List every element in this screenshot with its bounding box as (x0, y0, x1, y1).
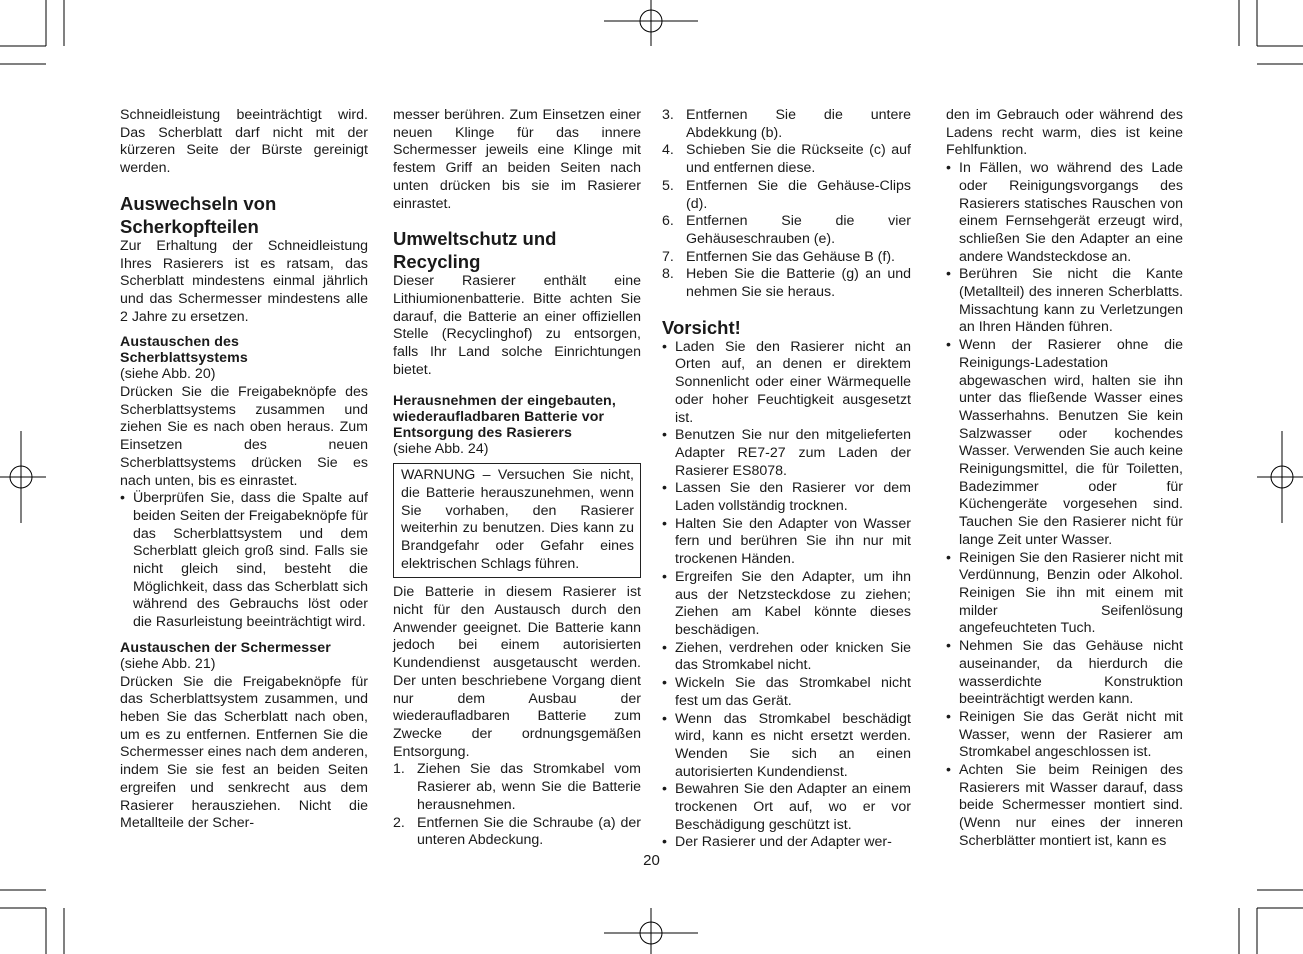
col1-body: Zur Erhaltung der Schneidleistung Ihres Rasierers ist es ratsam, das Scherblatt mindestens einmal jährlich und das Schermesser mindestens alle 2 Jahre zu ersetzen. (120, 237, 368, 325)
column-1 (120, 107, 368, 833)
step-item (393, 815, 641, 850)
subheading-schermesser: Austauschen der Schermesser (120, 639, 331, 656)
col3-steps (662, 107, 911, 302)
list-item: • Laden Sie den Rasierer nicht an Orten auf, an denen er direktem Sonnenlicht oder einer Wärmequelle oder hoher Feuchtigkeit ausgesetzt ist. (662, 339, 911, 428)
list-item: • Reinigen Sie den Rasierer nicht mit Verdünnung, Benzin oder Alkohol. Reinigen Sie ihn mit einem mit milder Seifenlösung angefeuchteten Tuch. (946, 550, 1183, 639)
heading-vorsicht: Vorsicht! (662, 316, 741, 338)
step-text: Heben Sie die Batterie (g) an und nehmen Sie sie heraus. (686, 266, 911, 301)
list-item: • Wickeln Sie das Stromkabel nicht fest um das Gerät. (662, 675, 911, 710)
registration-mark-left (0, 431, 46, 523)
list-item: • Der Rasierer und der Adapter wer- (662, 834, 911, 852)
col2-steps (393, 761, 641, 850)
step-number: 1. (393, 761, 405, 778)
step-number: 3. (662, 107, 674, 123)
step-number: 7. (662, 248, 674, 265)
col2-intro: messer berühren. Zum Einsetzen einer neuen Klinge für das innere Schermesser jeweils eine Klinge mit festem Griff an beiden Seiten nach unten drücken bis sie im Rasierer einrastet. (393, 107, 641, 212)
subheading-scherblattsystem: Austauschen des Scherblattsystems (120, 334, 248, 367)
col1-sub1-text: Drücken Sie die Freigabeknöpfe des Scherblattsystems zusammen und ziehen Sie es nach oben heraus. Zum Einsetzen des neuen Scherblattsystems drücken Sie es nach unten, bis es einrastet. (120, 384, 368, 489)
step-number: 8. (662, 266, 674, 283)
page-number: 20 (643, 852, 660, 869)
step-item (393, 761, 641, 814)
column-3 (662, 107, 911, 852)
step-item (662, 107, 911, 142)
figure-ref-21: (siehe Abb. 21) (120, 655, 216, 672)
list-item: • In Fällen, wo während des Lade oder Reinigungsvorgangs des Rasierers statisches Rauschen von einem Fernsehgerät erzeugt wird, schließen Sie den Adapter an eine andere Wandsteckdose an. (946, 160, 1183, 266)
list-item: • Ergreifen Sie den Adapter, um ihn aus der Netzsteckdose zu ziehen; Ziehen am Kabel könnte dieses beschädigen. (662, 569, 911, 640)
col4-bullet-list (946, 160, 1183, 850)
step-item (662, 266, 911, 301)
step-text: Ziehen Sie das Stromkabel vom Rasierer ab, wenn Sie die Batterie herausnehmen. (417, 761, 641, 813)
warning-box: WARNUNG – Versuchen Sie nicht, die Batterie herauszunehmen, wenn Sie vorhaben, den Rasierer weiterhin zu benutzen. Dies kann zu Brandgefahr oder Gefahr eines elektrischen Schlags führen. (393, 463, 641, 578)
registration-mark-bottom (604, 908, 698, 954)
step-number: 6. (662, 213, 674, 230)
step-text: Entfernen Sie die vier Gehäuseschrauben (e). (686, 213, 911, 247)
list-item: • Wenn das Stromkabel beschädigt wird, kann es nicht ersetzt werden. Wenden Sie sich an einen autorisierten Kundendienst. (662, 711, 911, 782)
step-item (662, 178, 911, 213)
subheading-batterie-entnahme: Herausnehmen der eingebauten, wiederaufladbaren Batterie vor Entsorgung des Rasierers (393, 393, 616, 442)
figure-ref-24: (siehe Abb. 24) (393, 441, 489, 458)
column-4 (946, 107, 1183, 851)
step-number: 2. (393, 814, 405, 831)
heading-umweltschutz: Umweltschutz und Recycling (393, 228, 557, 273)
list-item: • Reinigen Sie das Gerät nicht mit Wasser, wenn der Rasierer am Stromkabel angeschlossen ist. (946, 709, 1183, 762)
col2-after-text: Die Batterie in diesem Rasierer ist nicht für den Austausch durch den Anwender geeignet. Die Batterie kann jedoch bei einem autorisierten Kundendienst ausgetauscht werden. Der unten beschriebene Vorgang dient nur dem Ausbau der wiederaufladbaren Batterie zum Zwecke der ordnungsgemäßen Entsorgung. (393, 584, 641, 760)
col2-body: Dieser Rasierer enthält eine Lithiumionenbatterie. Bitte achten Sie darauf, die Batterie an einer offiziellen Stelle (Recyclinghof) zu entsorgen, falls Ihr Land solche Einrichtungen bietet. (393, 273, 641, 378)
step-text: Entfernen Sie das Gehäuse B (f). (686, 248, 895, 265)
list-item: • Achten Sie beim Reinigen des Rasierers mit Wasser darauf, dass beide Schermesser montiert sind. (Wenn nur eines der inneren Scherblätter montiert ist, kann es (946, 762, 1183, 851)
list-item: • Lassen Sie den Rasierer vor dem Laden vollständig trocknen. (662, 480, 911, 515)
list-item: • Benutzen Sie nur den mitgelieferten Adapter RE7-27 zum Laden der Rasierer ES8078. (662, 427, 911, 480)
col1-intro: Schneidleistung beeinträchtigt wird. Das Scherblatt darf nicht mit der kürzeren Seite der Bürste gereinigt werden. (120, 107, 368, 177)
registration-mark-right (1257, 431, 1303, 523)
list-item: • Nehmen Sie das Gehäuse nicht auseinander, da hierdurch die wasserdichte Konstruktion beeinträchtigt werden kann. (946, 638, 1183, 709)
list-item: • Ziehen, verdrehen oder knicken Sie das Stromkabel nicht. (662, 640, 911, 675)
step-text: Entfernen Sie die Gehäuse-Clips (d). (686, 177, 911, 212)
list-item: • Halten Sie den Adapter von Wasser fern und berühren Sie ihn nur mit trockenen Händen. (662, 516, 911, 569)
col1-bullet-list (120, 490, 368, 632)
step-item (662, 142, 911, 177)
col3-bullet-list (662, 339, 911, 852)
col1-sub2-text: Drücken Sie die Freigabeknöpfe für das Scherblattsystem zusammen, und heben Sie das Scherblatt nach oben, um es zu entfernen. Entfernen Sie die Schermesser eines nach dem anderen, indem Sie sie fest an beiden Seiten ergreifen und senkrecht aus dem Rasierer herausziehen. Nicht die Metallteile der Scher- (120, 673, 368, 832)
column-2 (393, 107, 641, 850)
step-text: Schieben Sie die Rückseite (c) auf und entfernen diese. (686, 142, 911, 177)
step-item (662, 213, 911, 248)
step-item (662, 249, 911, 267)
list-item: • Überprüfen Sie, dass die Spalte auf beiden Seiten der Freigabeknöpfe für das Scherblattsystem und dem Scherblatt gleich groß sind. Falls sie nicht gleich sind, besteht die Möglichkeit, dass das Scherblatt sich während des Gebrauchs löst oder die Rasurleistung beeinträchtigt wird. (120, 490, 368, 632)
registration-mark-top (604, 0, 698, 46)
list-item: • Bewahren Sie den Adapter an einem trockenen Ort auf, wo er vor Beschädigung geschützt ist. (662, 781, 911, 834)
list-item: • Wenn der Rasierer ohne die Reinigungs-Ladestation abgewaschen wird, halten sie ihn unter das fließende Wasser eines Wasserhahns. Benutzen Sie kein Salzwasser oder kochendes Wasser. Verwenden Sie auch keine Reinigungsmittel, die für Toiletten, Badezimmer oder für Küchengeräte vorgesehen sind. Tauchen Sie den Rasierer nicht für lange Zeit unter Wasser. (946, 337, 1183, 549)
step-text: Entfernen Sie die Schraube (a) der unteren Abdeckung. (417, 814, 641, 849)
col4-intro: den im Gebrauch oder während des Ladens recht warm, dies ist keine Fehlfunktion. (946, 107, 1183, 159)
heading-scherkopfteile: Auswechseln von Scherkopfteilen (120, 192, 277, 237)
step-number: 5. (662, 177, 674, 194)
list-item: • Berühren Sie nicht die Kante (Metallteil) des inneren Scherblatts. Missachtung kann zu Verletzungen an Ihren Händen führen. (946, 266, 1183, 337)
figure-ref-20: (siehe Abb. 20) (120, 366, 216, 383)
step-number: 4. (662, 142, 674, 159)
step-text: Entfernen Sie die untere Abdekkung (b). (686, 107, 911, 141)
